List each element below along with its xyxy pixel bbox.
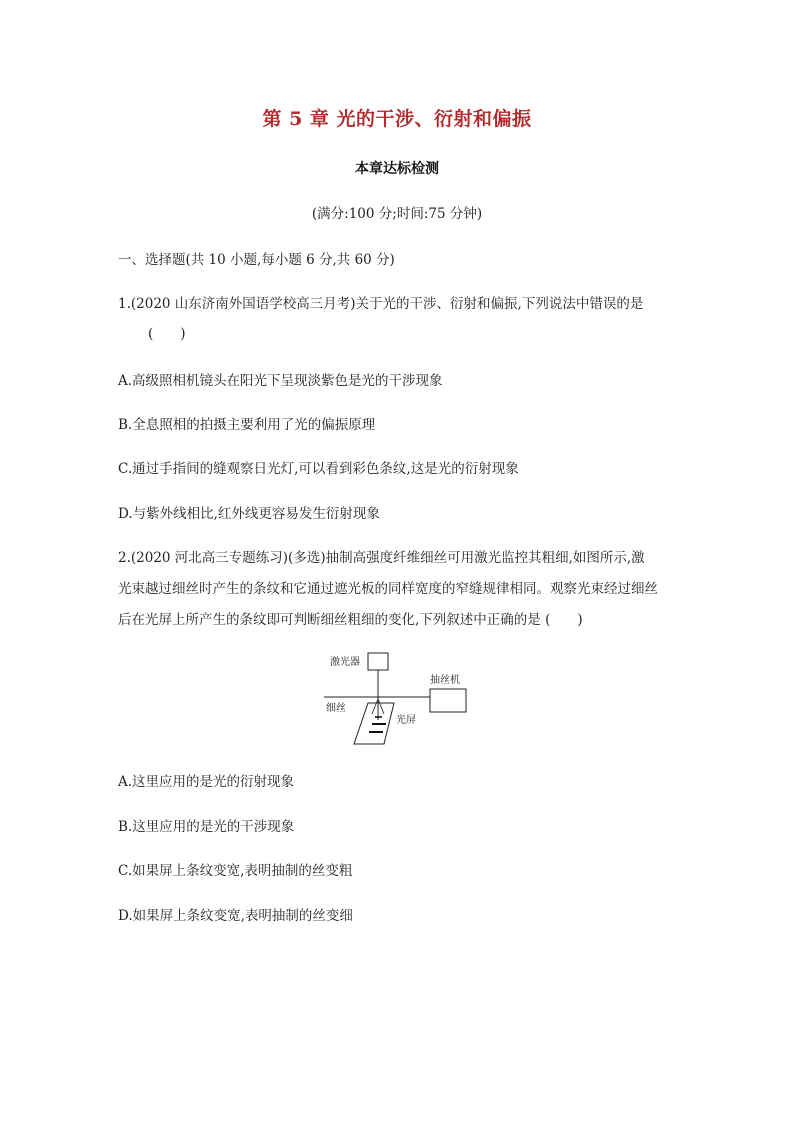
question-2-option-d: D.如果屏上条纹变宽,表明抽制的丝变细 (118, 908, 353, 924)
diffraction-ray-right (378, 699, 384, 714)
question-1-option-a: A.高级照相机镜头在阳光下呈现淡紫色是光的干涉现象 (118, 373, 443, 389)
question-1-option-d: D.与紫外线相比,红外线更容易发生衍射现象 (118, 506, 380, 522)
wire-label: 细丝 (326, 703, 346, 714)
question-2-stem-line-1: 2.(2020 河北高三专题练习)(多选)抽制高强度纤维细丝可用激光监控其粗细,如图所示,激 (118, 550, 645, 566)
laser-box (368, 653, 388, 670)
question-1-option-c: C.通过手指间的缝观察日光灯,可以看到彩色条纹,这是光的衍射现象 (118, 461, 519, 477)
question-2-option-c: C.如果屏上条纹变宽,表明抽制的丝变粗 (118, 863, 353, 879)
page-subtitle: 本章达标检测 (355, 161, 439, 177)
section-heading: 一、选择题(共 10 小题,每小题 6 分,共 60 分) (118, 252, 395, 268)
question-1-option-b: B.全息照相的拍摄主要利用了光的偏振原理 (118, 417, 376, 433)
drawing-machine-box (430, 689, 466, 712)
screen-label: 光屏 (396, 715, 416, 726)
question-2-option-a: A.这里应用的是光的衍射现象 (118, 774, 295, 790)
page-title: 第 5 章 光的干涉、衍射和偏振 (262, 108, 532, 130)
diffraction-ray-left (372, 699, 378, 714)
question-2-stem-line-2: 光束越过细丝时产生的条纹和它通过遮光板的同样宽度的窄缝规律相同。观察光束经过细丝 (118, 581, 658, 597)
question-2-stem-line-3: 后在光屏上所产生的条纹即可判断细丝粗细的变化,下列叙述中正确的是 ( ) (118, 612, 583, 628)
question-1-stem: 1.(2020 山东济南外国语学校高三月考)关于光的干涉、衍射和偏振,下列说法中错误的是 (118, 296, 644, 312)
question-1-answer-blank: ( ) (148, 326, 186, 342)
laser-label: 激光器 (330, 657, 360, 668)
drawing-machine-label: 抽丝机 (430, 675, 460, 686)
question-2-option-b: B.这里应用的是光的干涉现象 (118, 819, 295, 835)
laser-wire-diagram (322, 648, 472, 748)
exam-meta: (满分:100 分;时间:75 分钟) (311, 206, 483, 222)
